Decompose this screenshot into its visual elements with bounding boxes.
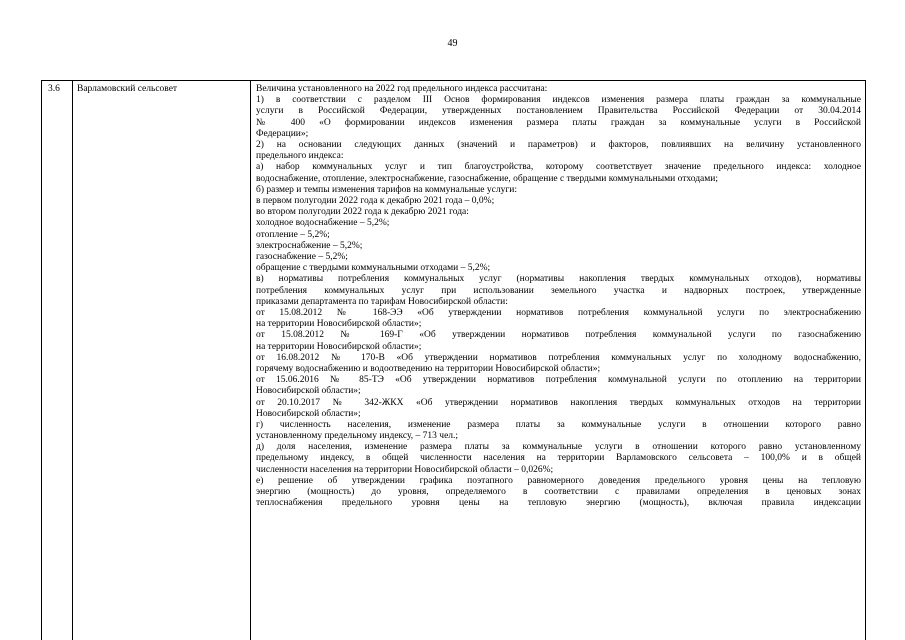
- description-line: от 15.08.2012 № 169-Г «Об утверждении нормативов потребления коммунальной услуги по газоснабжению: [256, 330, 861, 341]
- description-line: Новосибирской области»;: [256, 386, 361, 397]
- description-lines: [256, 84, 861, 509]
- description-line: услуги в Российской Федерации, утвержденных постановлением Правительства Российской Федерации от 30.04.2014: [256, 106, 861, 117]
- description-line: численности населения на территории Новосибирской области – 0,026%;: [256, 464, 554, 475]
- description-line: от 15.08.2012 № 168-ЭЭ «Об утверждении нормативов потребления коммунальной услуги по электроснабжению: [256, 307, 861, 318]
- row-number: 3.6: [42, 81, 73, 640]
- description-line: установленному предельному индексу, – 713 чел.;: [256, 431, 459, 442]
- page-number: 49: [447, 38, 458, 49]
- description-line: в) нормативы потребления коммунальных услуг (нормативы накопления твердых коммунальных отходов), нормативы: [256, 274, 861, 285]
- description-line: е) решение об утверждении графика поэтапного равномерного доведения предельного уровня цены на тепловую: [256, 475, 861, 486]
- description-line: Федерации»;: [256, 128, 309, 139]
- description-line: Величина установленного на 2022 год предельного индекса рассчитана:: [256, 84, 548, 94]
- municipality-name: Варламовский сельсовет: [73, 81, 251, 640]
- description-line: г) численность населения, изменение размера платы за коммунальные услуги в отношении которого равно: [256, 419, 861, 430]
- description-line: предельного индекса:: [256, 151, 344, 162]
- description-line: б) размер и темпы изменения тарифов на коммунальные услуги:: [256, 184, 517, 195]
- description-line: в первом полугодии 2022 года к декабрю 2021 года – 0,0%;: [256, 195, 495, 206]
- description-line: потребления коммунальных услуг при использовании земельного участка и надворных построек, утвержденные: [256, 285, 861, 296]
- description-line: энергию (мощность) до уровня, определяемого в соответствии с правилами определения в ценовых зонах: [256, 487, 861, 498]
- description-line: а) набор коммунальных услуг и тип благоустройства, которому соответствует значение предельного индекса: холодное: [256, 162, 861, 173]
- description-line: 1) в соответствии с разделом III Основ формирования индексов изменения размера платы граждан за коммунальные: [256, 95, 861, 106]
- description-line: газоснабжение – 5,2%;: [256, 251, 348, 262]
- description-line: холодное водоснабжение – 5,2%;: [256, 218, 390, 229]
- description-line: от 15.06.2016 № 85-ТЭ «Об утверждении нормативов потребления коммунальной услуги по отоплению на территории: [256, 375, 861, 386]
- description-line: № 400 «О формировании индексов изменения размера платы граждан за коммунальные услуги в Российской: [256, 117, 861, 128]
- description-line: отопление – 5,2%;: [256, 229, 330, 240]
- document-table: [41, 80, 866, 640]
- description-line: предельному индексу, в общей численности населения на территории Варламовского сельсовета – 100,0% и в общей: [256, 453, 861, 464]
- description-line: электроснабжение – 5,2%;: [256, 240, 363, 251]
- description-line: водоснабжение, отопление, электроснабжение, газоснабжение, обращение с твердыми коммунальными отходами;: [256, 173, 718, 184]
- description-line: на территории Новосибирской области»;: [256, 341, 422, 352]
- description-line: на территории Новосибирской области»;: [256, 319, 422, 330]
- description-line: приказами департамента по тарифам Новосибирской области:: [256, 296, 508, 307]
- description-line: обращение с твердыми коммунальными отходами – 5,2%;: [256, 263, 491, 274]
- description-line: Новосибирской области»;: [256, 408, 361, 419]
- description-line: от 20.10.2017 № 342-ЖКХ «Об утверждении нормативов накопления твердых коммунальных отходов на территории: [256, 397, 861, 408]
- table-row: [42, 81, 866, 640]
- description-line: во втором полугодии 2022 года к декабрю 2021 года:: [256, 207, 469, 218]
- description-line: горячему водоснабжению и водоотведению на территории Новосибирской области»;: [256, 363, 601, 374]
- description-line: теплоснабжения предельного уровня цены на тепловую энергию (мощность), включая правила индексации: [256, 498, 861, 509]
- description-line: д) доля населения, изменение размера платы за коммунальные услуги в отношении которого равно установленному: [256, 442, 861, 453]
- description-line: от 16.08.2012 № 170-В «Об утверждении нормативов потребления коммунальных услуг по холодному водоснабжению,: [256, 352, 861, 363]
- description-line: 2) на основании следующих данных (значений и параметров) и факторов, повлиявших на величину установленного: [256, 139, 861, 150]
- row-description: [251, 81, 866, 640]
